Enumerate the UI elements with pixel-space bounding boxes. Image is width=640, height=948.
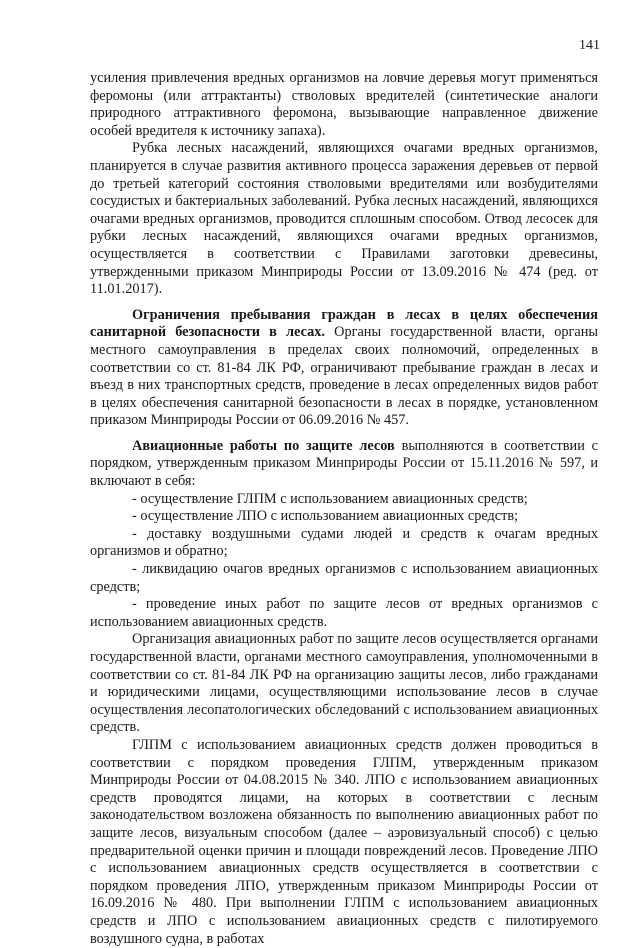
paragraph-text: Организация авиационных работ по защите лесов осуществляется органами государственной власти, органами местного самоуправления, уполномоченными в соответствии со ст. 81-84 ЛК РФ на организацию защиты лесов, либо гражданами и юридическими лицами, осуществляющими использование лесов в случае осуществления лесопатологических обследований с использованием авиационных средств.	[90, 631, 598, 736]
paragraph-text: - ликвидацию очагов вредных организмов с использованием авиационных средств;	[90, 561, 598, 595]
paragraph	[90, 508, 598, 526]
paragraph-text: Органы государственной власти, органы местного самоуправления в пределах своих полномочий, определенных в соответствии со ст. 81-84 ЛК РФ, ограничивают пребывание граждан в лесах и въезд в них транспортных средств, проведение в лесах определенных видов работ в целях обеспечения санитарной безопасности в лесах в порядке, установленном приказом Минприроды России от 06.09.2016 № 457.	[90, 324, 598, 429]
paragraph	[90, 561, 598, 596]
paragraph-text: - осуществление ГЛПМ с использованием авиационных средств;	[132, 490, 528, 507]
paragraph-text: выполняются в соответствии с порядком, утвержденным приказом Минприроды России от 15.11.2016 № 597, и включают в себя:	[90, 437, 598, 490]
paragraph	[90, 70, 598, 140]
paragraph	[90, 140, 598, 298]
paragraph	[90, 491, 598, 509]
paragraph	[90, 307, 598, 430]
paragraph	[90, 526, 598, 561]
paragraph-text: - доставку воздушными судами людей и средств к очагам вредных организмов и обратно;	[90, 525, 598, 560]
paragraph-text: - проведение иных работ по защите лесов от вредных организмов с использованием авиационных средств.	[90, 596, 598, 630]
bold-heading: Авиационные работы по защите лесов	[132, 437, 395, 454]
paragraph-text: Рубка лесных насаждений, являющихся очагами вредных организмов, планируется в случае развития активного процесса заражения деревьев от первой до третьей категорий состояния стволовыми вредителями или возбудителями сосудистых и бактериальных заболеваний. Рубка лесных насаждений, являющихся очагами вредных организмов, проводится сплошным способом. Отвод лесосек для рубки лесных насаждений, являющихся очагами вредных организмов, осуществляется в соответствии с Правилами заготовки древесины, утвержденными приказом Минприроды России от 13.09.2016 № 474 (ред. от 11.01.2017).	[90, 140, 598, 298]
paragraph	[90, 631, 598, 737]
paragraph-text: ГЛПМ с использованием авиационных средств должен проводиться в соответствии с порядком проведения ГЛПМ, утвержденным приказом Минприроды России от 04.08.2015 № 340. ЛПО с использованием авиационных средств проводятся лицами, на которых в соответствии с лесным законодательством возложена обязанность по выполнению авиационных работ по защите лесов, визуальным способом (далее – аэровизуальный способ) с целью предварительной оценки причин и площади повреждений лесов. Проведение ЛПО с использованием авиационных средств осуществляется в соответствии с порядком проведения ЛПО, утвержденным приказом Минприроды России от 16.09.2016 № 480. При выполнении ГЛПМ с использованием авиационных средств и ЛПО с использованием авиационных средств с пилотируемого воздушного судна, в работах	[90, 736, 598, 947]
paragraph	[90, 737, 598, 948]
page-number: 141	[579, 38, 600, 53]
bold-heading: Ограничения пребывания граждан в лесах в целях обеспечения санитарной безопасности в лесах.	[90, 306, 598, 341]
paragraph	[90, 438, 598, 491]
document-body	[90, 70, 598, 948]
paragraph-text: усиления привлечения вредных организмов на ловчие деревья могут применяться феромоны (или аттрактанты) стволовых вредителей (синтетические аналоги природного аттрактивного феромона, вызывающие направленное движение особей вредителя к источнику запаха).	[90, 70, 598, 139]
paragraph-text: - осуществление ЛПО с использованием авиационных средств;	[132, 508, 519, 525]
paragraph	[90, 596, 598, 631]
